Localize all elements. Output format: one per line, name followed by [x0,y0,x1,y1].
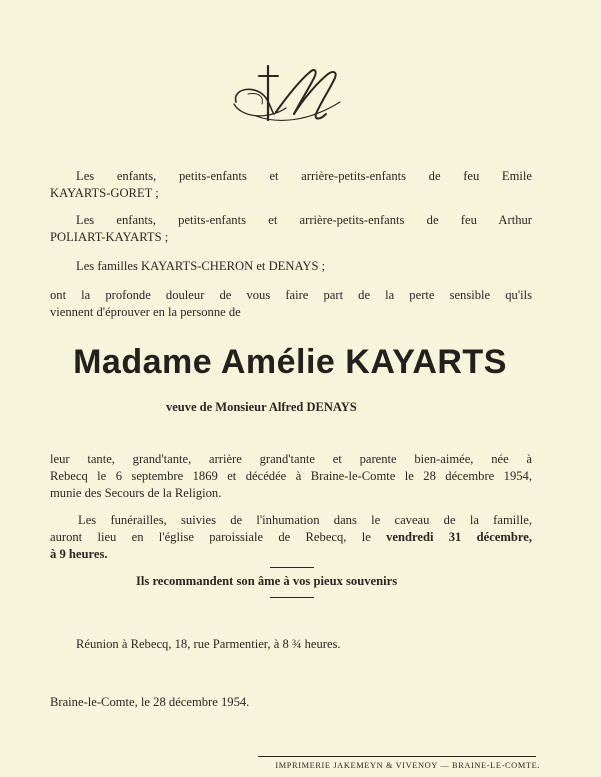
paragraph-2-line-2: POLIART-KAYARTS ; [50,230,169,244]
recommendation-line: Ils recommandent son âme à vos pieux souvenirs [136,574,398,588]
printer-imprint: IMPRIMERIE JAKEMEYN & VIVENOY — BRAINE-LE-COMTE. [275,761,540,770]
divider-top [270,567,314,568]
deceased-name-heading: Madame Amélie KAYARTS [73,343,507,381]
place-date-line: Braine-le-Comte, le 28 décembre 1954. [50,695,250,709]
cross-monogram-icon [228,58,346,130]
imprint-rule [258,756,536,757]
paragraph-4-line-2: viennent d'éprouver en la personne de [50,305,241,319]
widow-of-line: veuve de Monsieur Alfred DENAYS [166,400,357,414]
paragraph-1-line-2: KAYARTS-GORET ; [50,186,159,200]
paragraph-5-line-2: Rebecq le 6 septembre 1869 et décédée à Braine-le-Comte le 28 décembre 1954, [50,469,532,483]
paragraph-1-line-1: Les enfants, petits-enfants et arrière-petits-enfants de feu Emile [76,169,532,183]
paragraph-6-line-3: à 9 heures. [50,547,108,561]
paragraph-5-line-1: leur tante, grand'tante, arrière grand'tante et parente bien-aimée, née à [50,452,532,466]
paragraph-6-line-1: Les funérailles, suivies de l'inhumation dans le caveau de la famille, [78,513,532,527]
funeral-date-text: vendredi 31 décembre, [386,530,532,544]
paragraph-3: Les familles KAYARTS-CHERON et DENAYS ; [76,259,326,273]
paragraph-4-line-1: ont la profonde douleur de vous faire part de la perte sensible qu'ils [50,288,532,302]
funeral-location-text: auront lieu en l'église paroissiale de Rebecq, le [50,530,387,544]
reunion-line: Réunion à Rebecq, 18, rue Parmentier, à 8 ¾ heures. [76,637,341,651]
paragraph-5-line-3: munie des Secours de la Religion. [50,486,222,500]
paragraph-2-line-1: Les enfants, petits-enfants et arrière-petits-enfants de feu Arthur [76,213,532,227]
divider-bottom [270,597,314,598]
paragraph-6-line-2 [50,529,532,546]
